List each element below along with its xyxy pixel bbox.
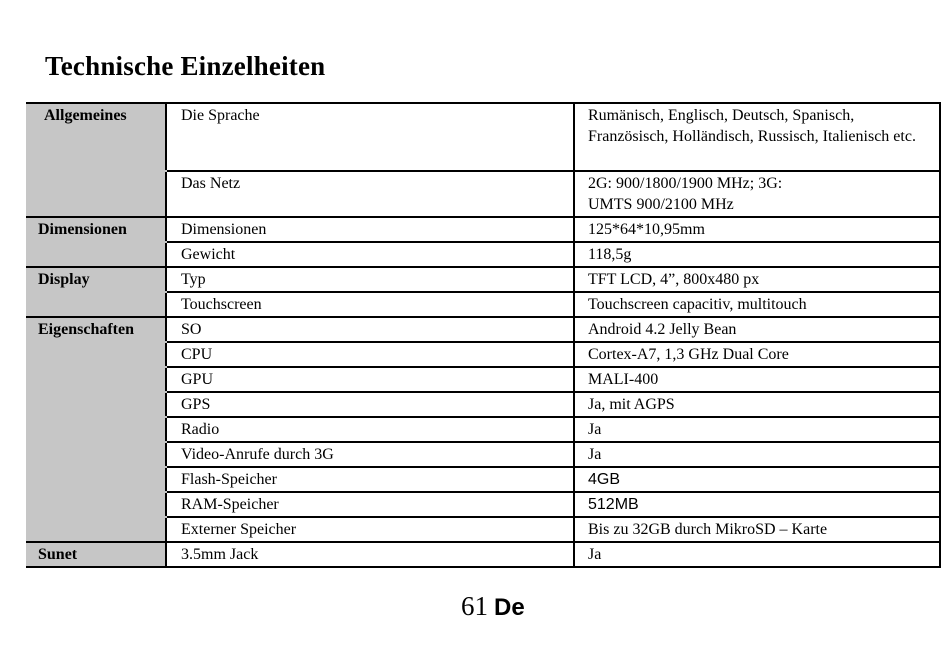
table-row	[26, 242, 940, 267]
category-cell	[26, 417, 166, 442]
value-cell: Ja	[574, 542, 940, 567]
value-cell: 118,5g	[574, 242, 940, 267]
category-cell: Display	[26, 267, 166, 292]
value-cell: 512MB	[574, 492, 940, 517]
page-title: Technische Einzelheiten	[45, 51, 326, 81]
value-cell: 2G: 900/1800/1900 MHz; 3G: UMTS 900/2100 MHz	[574, 171, 940, 217]
category-cell	[26, 392, 166, 417]
value-cell: Bis zu 32GB durch MikroSD – Karte	[574, 517, 940, 542]
property-cell: Flash-Speicher	[166, 467, 574, 492]
property-cell: Radio	[166, 417, 574, 442]
value-cell: 4GB	[574, 467, 940, 492]
category-cell	[26, 292, 166, 317]
category-cell	[26, 367, 166, 392]
category-cell: Eigenschaften	[26, 317, 166, 342]
page-number: 61	[461, 591, 488, 621]
value-cell: MALI-400	[574, 367, 940, 392]
table-row	[26, 367, 940, 392]
table-row	[26, 103, 940, 171]
table-row	[26, 467, 940, 492]
value-cell: TFT LCD, 4”, 800x480 px	[574, 267, 940, 292]
value-cell: Ja	[574, 417, 940, 442]
table-row	[26, 292, 940, 317]
category-cell	[26, 467, 166, 492]
table-row	[26, 217, 940, 242]
category-cell	[26, 171, 166, 217]
table-row	[26, 342, 940, 367]
category-cell	[26, 442, 166, 467]
value-cell: Android 4.2 Jelly Bean	[574, 317, 940, 342]
table-row	[26, 442, 940, 467]
page-footer	[461, 591, 525, 622]
value-cell: Ja, mit AGPS	[574, 392, 940, 417]
category-cell	[26, 242, 166, 267]
table-row	[26, 392, 940, 417]
property-cell: Das Netz	[166, 171, 574, 217]
property-cell: GPU	[166, 367, 574, 392]
category-cell	[26, 342, 166, 367]
property-cell: GPS	[166, 392, 574, 417]
property-cell: Die Sprache	[166, 103, 574, 171]
property-cell: Gewicht	[166, 242, 574, 267]
value-cell: Rumänisch, Englisch, Deutsch, Spanisch, Französisch, Holländisch, Russisch, Italienisch etc.	[574, 103, 940, 171]
property-cell: Touchscreen	[166, 292, 574, 317]
property-cell: Video-Anrufe durch 3G	[166, 442, 574, 467]
category-cell: Sunet	[26, 542, 166, 567]
language-code: De	[494, 594, 525, 621]
property-cell: RAM-Speicher	[166, 492, 574, 517]
property-cell: SO	[166, 317, 574, 342]
spec-table	[26, 102, 941, 568]
table-row	[26, 417, 940, 442]
category-cell	[26, 517, 166, 542]
table-row	[26, 517, 940, 542]
property-cell: Dimensionen	[166, 217, 574, 242]
property-cell: Typ	[166, 267, 574, 292]
value-cell: 125*64*10,95mm	[574, 217, 940, 242]
category-cell: Allgemeines	[26, 103, 166, 171]
table-row	[26, 542, 940, 567]
property-cell: CPU	[166, 342, 574, 367]
value-cell: Ja	[574, 442, 940, 467]
table-row	[26, 267, 940, 292]
property-cell: 3.5mm Jack	[166, 542, 574, 567]
category-cell: Dimensionen	[26, 217, 166, 242]
property-cell: Externer Speicher	[166, 517, 574, 542]
value-cell: Cortex-A7, 1,3 GHz Dual Core	[574, 342, 940, 367]
table-row	[26, 492, 940, 517]
category-cell	[26, 492, 166, 517]
table-row	[26, 171, 940, 217]
table-row	[26, 317, 940, 342]
value-cell: Touchscreen capacitiv, multitouch	[574, 292, 940, 317]
